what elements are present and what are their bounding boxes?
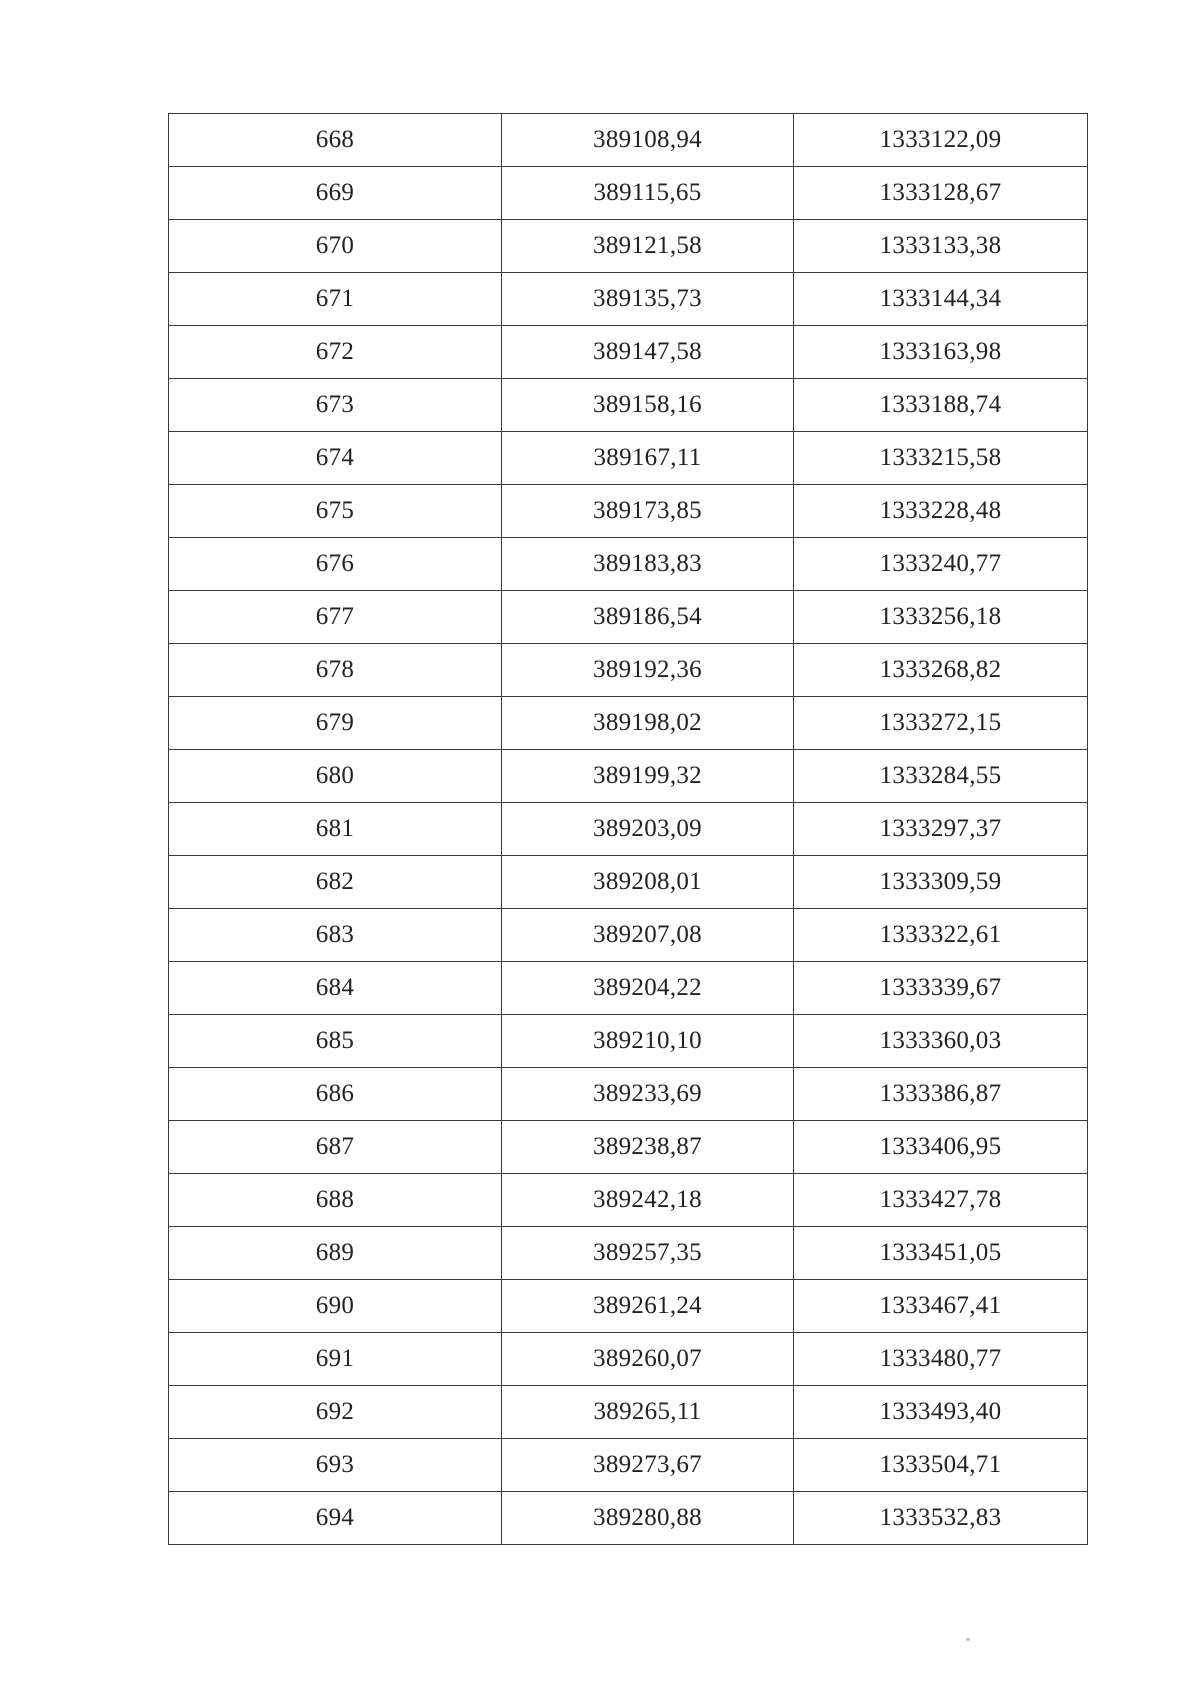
x-coordinate-cell: 389167,11 <box>502 432 794 485</box>
point-number-cell: 684 <box>169 962 502 1015</box>
y-coordinate-cell: 1333322,61 <box>794 909 1088 962</box>
point-number-cell: 678 <box>169 644 502 697</box>
table-row <box>169 114 1088 167</box>
table-row <box>169 273 1088 326</box>
y-coordinate-cell: 1333122,09 <box>794 114 1088 167</box>
point-number-cell: 679 <box>169 697 502 750</box>
x-coordinate-cell: 389233,69 <box>502 1068 794 1121</box>
x-coordinate-cell: 389199,32 <box>502 750 794 803</box>
y-coordinate-cell: 1333256,18 <box>794 591 1088 644</box>
point-number-cell: 691 <box>169 1333 502 1386</box>
point-number-cell: 676 <box>169 538 502 591</box>
x-coordinate-cell: 389198,02 <box>502 697 794 750</box>
table-row <box>169 1280 1088 1333</box>
table-row <box>169 803 1088 856</box>
x-coordinate-cell: 389280,88 <box>502 1492 794 1545</box>
y-coordinate-cell: 1333406,95 <box>794 1121 1088 1174</box>
table-row <box>169 220 1088 273</box>
x-coordinate-cell: 389186,54 <box>502 591 794 644</box>
point-number-cell: 670 <box>169 220 502 273</box>
y-coordinate-cell: 1333133,38 <box>794 220 1088 273</box>
table-row <box>169 326 1088 379</box>
point-number-cell: 689 <box>169 1227 502 1280</box>
table-row <box>169 1492 1088 1545</box>
y-coordinate-cell: 1333163,98 <box>794 326 1088 379</box>
y-coordinate-cell: 1333480,77 <box>794 1333 1088 1386</box>
point-number-cell: 685 <box>169 1015 502 1068</box>
y-coordinate-cell: 1333268,82 <box>794 644 1088 697</box>
table-row <box>169 1439 1088 1492</box>
table-row <box>169 962 1088 1015</box>
y-coordinate-cell: 1333215,58 <box>794 432 1088 485</box>
table-row <box>169 644 1088 697</box>
x-coordinate-cell: 389238,87 <box>502 1121 794 1174</box>
y-coordinate-cell: 1333188,74 <box>794 379 1088 432</box>
table-row <box>169 856 1088 909</box>
x-coordinate-cell: 389208,01 <box>502 856 794 909</box>
point-number-cell: 674 <box>169 432 502 485</box>
x-coordinate-cell: 389261,24 <box>502 1280 794 1333</box>
coordinates-table-body <box>169 114 1088 1545</box>
table-row <box>169 538 1088 591</box>
table-row <box>169 485 1088 538</box>
table-row <box>169 750 1088 803</box>
x-coordinate-cell: 389273,67 <box>502 1439 794 1492</box>
point-number-cell: 686 <box>169 1068 502 1121</box>
point-number-cell: 673 <box>169 379 502 432</box>
point-number-cell: 675 <box>169 485 502 538</box>
point-number-cell: 669 <box>169 167 502 220</box>
x-coordinate-cell: 389210,10 <box>502 1015 794 1068</box>
table-row <box>169 1227 1088 1280</box>
x-coordinate-cell: 389204,22 <box>502 962 794 1015</box>
point-number-cell: 677 <box>169 591 502 644</box>
x-coordinate-cell: 389260,07 <box>502 1333 794 1386</box>
table-row <box>169 432 1088 485</box>
point-number-cell: 692 <box>169 1386 502 1439</box>
y-coordinate-cell: 1333144,34 <box>794 273 1088 326</box>
table-row <box>169 1174 1088 1227</box>
x-coordinate-cell: 389121,58 <box>502 220 794 273</box>
point-number-cell: 683 <box>169 909 502 962</box>
table-row <box>169 1015 1088 1068</box>
x-coordinate-cell: 389147,58 <box>502 326 794 379</box>
coordinates-table <box>168 113 1088 1545</box>
point-number-cell: 681 <box>169 803 502 856</box>
x-coordinate-cell: 389203,09 <box>502 803 794 856</box>
table-row <box>169 167 1088 220</box>
y-coordinate-cell: 1333128,67 <box>794 167 1088 220</box>
y-coordinate-cell: 1333228,48 <box>794 485 1088 538</box>
y-coordinate-cell: 1333360,03 <box>794 1015 1088 1068</box>
x-coordinate-cell: 389108,94 <box>502 114 794 167</box>
y-coordinate-cell: 1333284,55 <box>794 750 1088 803</box>
point-number-cell: 680 <box>169 750 502 803</box>
x-coordinate-cell: 389265,11 <box>502 1386 794 1439</box>
y-coordinate-cell: 1333297,37 <box>794 803 1088 856</box>
table-row <box>169 1121 1088 1174</box>
y-coordinate-cell: 1333532,83 <box>794 1492 1088 1545</box>
y-coordinate-cell: 1333339,67 <box>794 962 1088 1015</box>
x-coordinate-cell: 389115,65 <box>502 167 794 220</box>
x-coordinate-cell: 389183,83 <box>502 538 794 591</box>
point-number-cell: 672 <box>169 326 502 379</box>
table-row <box>169 379 1088 432</box>
x-coordinate-cell: 389158,16 <box>502 379 794 432</box>
y-coordinate-cell: 1333467,41 <box>794 1280 1088 1333</box>
point-number-cell: 682 <box>169 856 502 909</box>
x-coordinate-cell: 389173,85 <box>502 485 794 538</box>
y-coordinate-cell: 1333451,05 <box>794 1227 1088 1280</box>
table-row <box>169 1068 1088 1121</box>
x-coordinate-cell: 389242,18 <box>502 1174 794 1227</box>
y-coordinate-cell: 1333427,78 <box>794 1174 1088 1227</box>
table-row <box>169 1386 1088 1439</box>
table-row <box>169 697 1088 750</box>
table-row <box>169 909 1088 962</box>
table-row <box>169 1333 1088 1386</box>
y-coordinate-cell: 1333493,40 <box>794 1386 1088 1439</box>
point-number-cell: 671 <box>169 273 502 326</box>
y-coordinate-cell: 1333504,71 <box>794 1439 1088 1492</box>
x-coordinate-cell: 389207,08 <box>502 909 794 962</box>
point-number-cell: 690 <box>169 1280 502 1333</box>
y-coordinate-cell: 1333386,87 <box>794 1068 1088 1121</box>
scan-speck <box>966 1638 970 1641</box>
y-coordinate-cell: 1333272,15 <box>794 697 1088 750</box>
y-coordinate-cell: 1333240,77 <box>794 538 1088 591</box>
point-number-cell: 688 <box>169 1174 502 1227</box>
table-row <box>169 591 1088 644</box>
point-number-cell: 668 <box>169 114 502 167</box>
point-number-cell: 693 <box>169 1439 502 1492</box>
x-coordinate-cell: 389135,73 <box>502 273 794 326</box>
x-coordinate-cell: 389192,36 <box>502 644 794 697</box>
point-number-cell: 694 <box>169 1492 502 1545</box>
y-coordinate-cell: 1333309,59 <box>794 856 1088 909</box>
point-number-cell: 687 <box>169 1121 502 1174</box>
x-coordinate-cell: 389257,35 <box>502 1227 794 1280</box>
